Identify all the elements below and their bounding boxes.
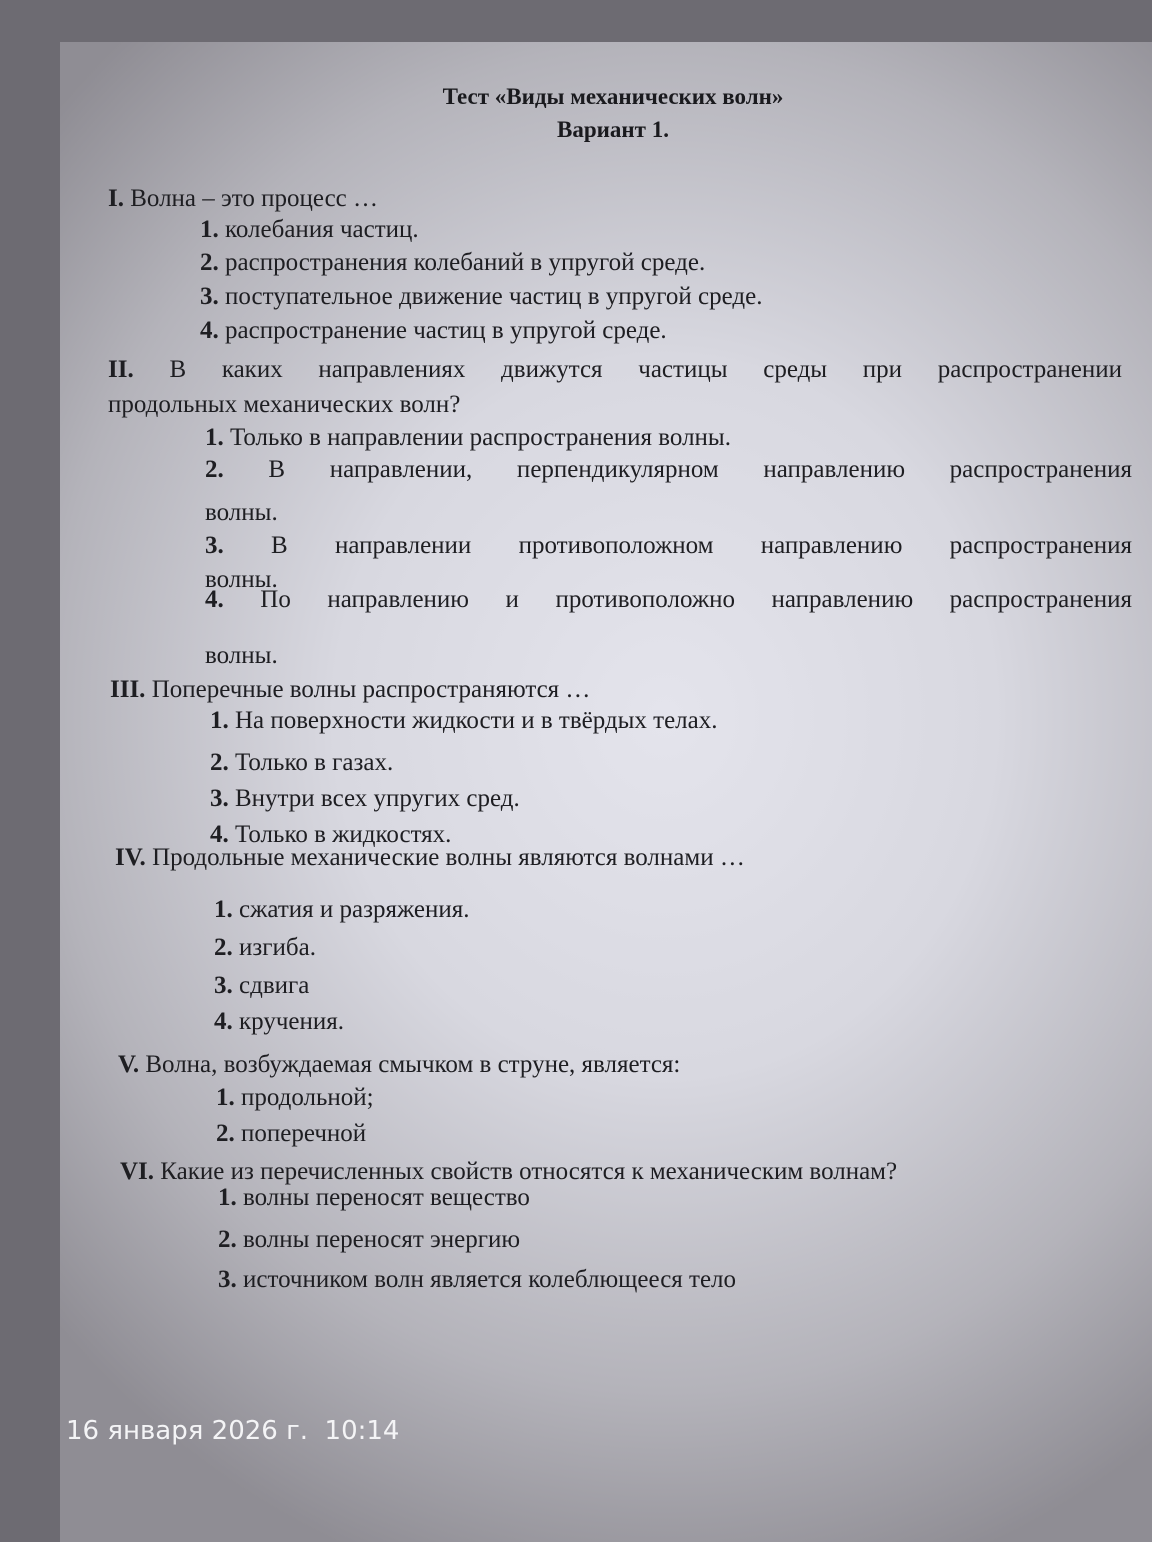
question-1-text: Волна – это процесс … (130, 185, 379, 212)
answer-option-text: волны. (205, 642, 278, 669)
answer-option-text: изгиба. (239, 934, 316, 961)
question-5-text: Волна, возбуждаемая смычком в струне, является: (145, 1051, 681, 1078)
answer-option-number: 3. (200, 283, 219, 310)
answer-option-number: 2. (214, 934, 233, 961)
question-1 (108, 186, 378, 211)
question-6-number: VI. (120, 1158, 155, 1185)
answer-option-number: 2. (210, 749, 229, 776)
answer-option (218, 1185, 530, 1210)
answer-option (200, 250, 705, 275)
answer-option (210, 750, 393, 775)
answer-option-number: 4. (214, 1008, 233, 1035)
question-2 (108, 357, 1122, 382)
answer-option-text: Только в направлении распространения волны. (230, 424, 731, 451)
answer-option (200, 217, 419, 242)
answer-option-number: 1. (210, 707, 229, 734)
answer-option (214, 897, 470, 922)
answer-option-text: Только в газах. (235, 749, 394, 776)
question-4-number: IV. (115, 844, 146, 871)
answer-option (200, 284, 763, 309)
question-3-text: Поперечные волны распространяются … (151, 676, 591, 703)
question-2-text: В каких направлениях движутся частицы среды при распространении (169, 356, 1123, 383)
question-2-cont (108, 392, 460, 417)
answer-option-text: В направлении, перпендикулярном направлению распространения (268, 456, 1133, 483)
test-variant: Вариант 1. (557, 117, 669, 142)
answer-option-text: источником волн является колеблющееся тело (243, 1266, 737, 1293)
answer-option (205, 533, 1132, 558)
answer-option-number: 1. (216, 1084, 235, 1111)
question-4 (115, 845, 745, 870)
answer-option (216, 1121, 366, 1146)
answer-option (210, 708, 718, 733)
question-5-number: V. (118, 1051, 140, 1078)
answer-option-number: 4. (205, 586, 224, 613)
answer-option-text: На поверхности жидкости и в твёрдых телах. (235, 707, 718, 734)
answer-option-number: 2. (218, 1226, 237, 1253)
answer-option (205, 425, 731, 450)
answer-option (205, 457, 1132, 482)
answer-option-text: сжатия и разряжения. (239, 896, 470, 923)
question-3-number: III. (110, 676, 146, 703)
answer-option (218, 1267, 736, 1292)
answer-option-number: 3. (218, 1266, 237, 1293)
answer-option-number: 1. (214, 896, 233, 923)
answer-option (210, 786, 520, 811)
answer-option-number: 2. (205, 456, 224, 483)
answer-option-number: 3. (214, 972, 233, 999)
question-6-text: Какие из перечисленных свойств относятся к механическим волнам? (160, 1158, 898, 1185)
answer-option-text: поступательное движение частиц в упругой среде. (225, 283, 763, 310)
photo-timestamp: 16 января 2026 г. 10:14 (66, 1416, 400, 1446)
answer-option-text: кручения. (239, 1008, 344, 1035)
answer-option (200, 318, 667, 343)
answer-option-number: 3. (210, 785, 229, 812)
answer-option-text: Внутри всех упругих сред. (235, 785, 520, 812)
answer-option-number: 1. (200, 216, 219, 243)
answer-option (218, 1227, 520, 1252)
answer-option-number: 3. (205, 532, 224, 559)
answer-option-text: сдвига (239, 972, 310, 999)
answer-option-text: продольной; (241, 1084, 374, 1111)
question-3 (110, 677, 590, 702)
answer-option-text: поперечной (241, 1120, 367, 1147)
answer-option-text: По направлению и противоположно направлению распространения (260, 586, 1133, 613)
answer-option-number: 4. (200, 317, 219, 344)
question-5 (118, 1052, 680, 1077)
answer-option-text: распространение частиц в упругой среде. (225, 317, 667, 344)
question-2-number: II. (108, 356, 134, 383)
answer-option (205, 643, 278, 668)
answer-option-number: 2. (200, 249, 219, 276)
answer-option (216, 1085, 374, 1110)
test-title: Тест «Виды механических волн» (442, 84, 784, 109)
answer-option-text: волны переносят энергию (243, 1226, 521, 1253)
answer-option-number: 1. (205, 424, 224, 451)
answer-option-text: волны. (205, 566, 278, 593)
answer-option-text: распространения колебаний в упругой среде. (225, 249, 706, 276)
answer-option-text: В направлении противоположном направлению распространения (271, 532, 1132, 559)
question-2-cont-text: продольных механических волн? (108, 391, 461, 418)
answer-option-number: 4. (210, 821, 229, 848)
answer-option-text: волны переносят вещество (243, 1184, 530, 1211)
answer-option-text: волны. (205, 499, 278, 526)
answer-option (214, 1009, 344, 1034)
answer-option-number: 2. (216, 1120, 235, 1147)
answer-option (214, 935, 316, 960)
question-4-text: Продольные механические волны являются волнами … (152, 844, 745, 871)
answer-option (205, 500, 278, 525)
answer-option (205, 587, 1132, 612)
question-1-number: I. (108, 185, 124, 212)
question-6 (120, 1159, 897, 1184)
answer-option-text: Только в жидкостях. (235, 821, 452, 848)
answer-option-number: 1. (218, 1184, 237, 1211)
answer-option-text: колебания частиц. (225, 216, 419, 243)
answer-option (214, 973, 309, 998)
